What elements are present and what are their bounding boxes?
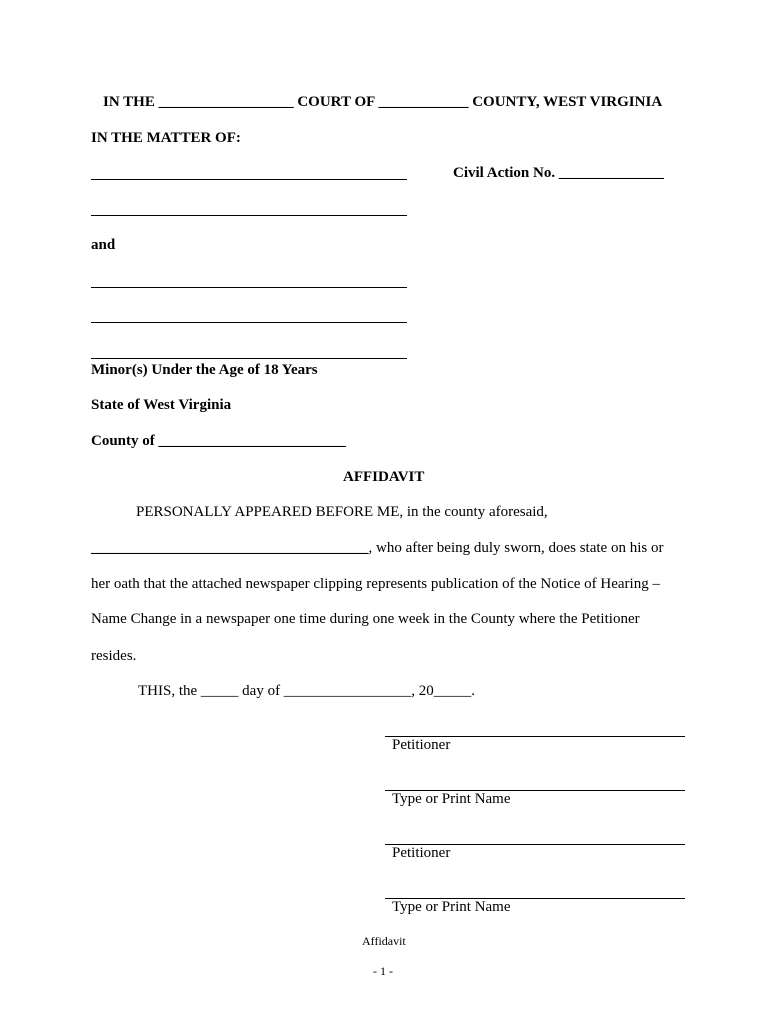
paragraph-line-2-text: , who after being duly sworn, does state on his or [368, 540, 664, 556]
civil-action-number: Civil Action No. ______________ [453, 165, 664, 181]
minor-name-line-3[interactable] [91, 358, 407, 359]
court-header: IN THE __________________ COURT OF ____________ COUNTY, WEST VIRGINIA [103, 94, 663, 110]
affiant-name-blank[interactable]: _____________________________________ [91, 540, 369, 556]
matter-label: IN THE MATTER OF: [91, 130, 241, 146]
signature-label-3: Petitioner [392, 845, 451, 861]
footer-doc-name: Affidavit [362, 934, 406, 948]
paragraph-line-3: her oath that the attached newspaper clipping represents publication of the Notice of Hearing – [91, 576, 660, 592]
paragraph-line-5: resides. [91, 648, 137, 664]
signature-label-4: Type or Print Name [392, 899, 511, 915]
party-name-line-1[interactable] [91, 179, 407, 180]
page-number: - 1 - [373, 964, 393, 978]
date-line: THIS, the _____ day of _________________, 20_____. [138, 683, 476, 699]
signature-label-1: Petitioner [392, 737, 451, 753]
signature-label-2: Type or Print Name [392, 791, 511, 807]
and-label: and [91, 237, 116, 253]
document-title: AFFIDAVIT [343, 469, 425, 485]
paragraph-line-1: PERSONALLY APPEARED BEFORE ME, in the county aforesaid, [136, 504, 548, 520]
state-label: State of West Virginia [91, 397, 232, 413]
paragraph-line-2 [91, 540, 663, 557]
minor-name-line-2[interactable] [91, 322, 407, 323]
minor-name-line-1[interactable] [91, 287, 407, 288]
party-name-line-2[interactable] [91, 215, 407, 216]
county-label: County of _________________________ [91, 433, 347, 449]
paragraph-line-4: Name Change in a newspaper one time during one week in the County where the Petitioner [91, 611, 640, 627]
minors-label: Minor(s) Under the Age of 18 Years [91, 362, 318, 378]
